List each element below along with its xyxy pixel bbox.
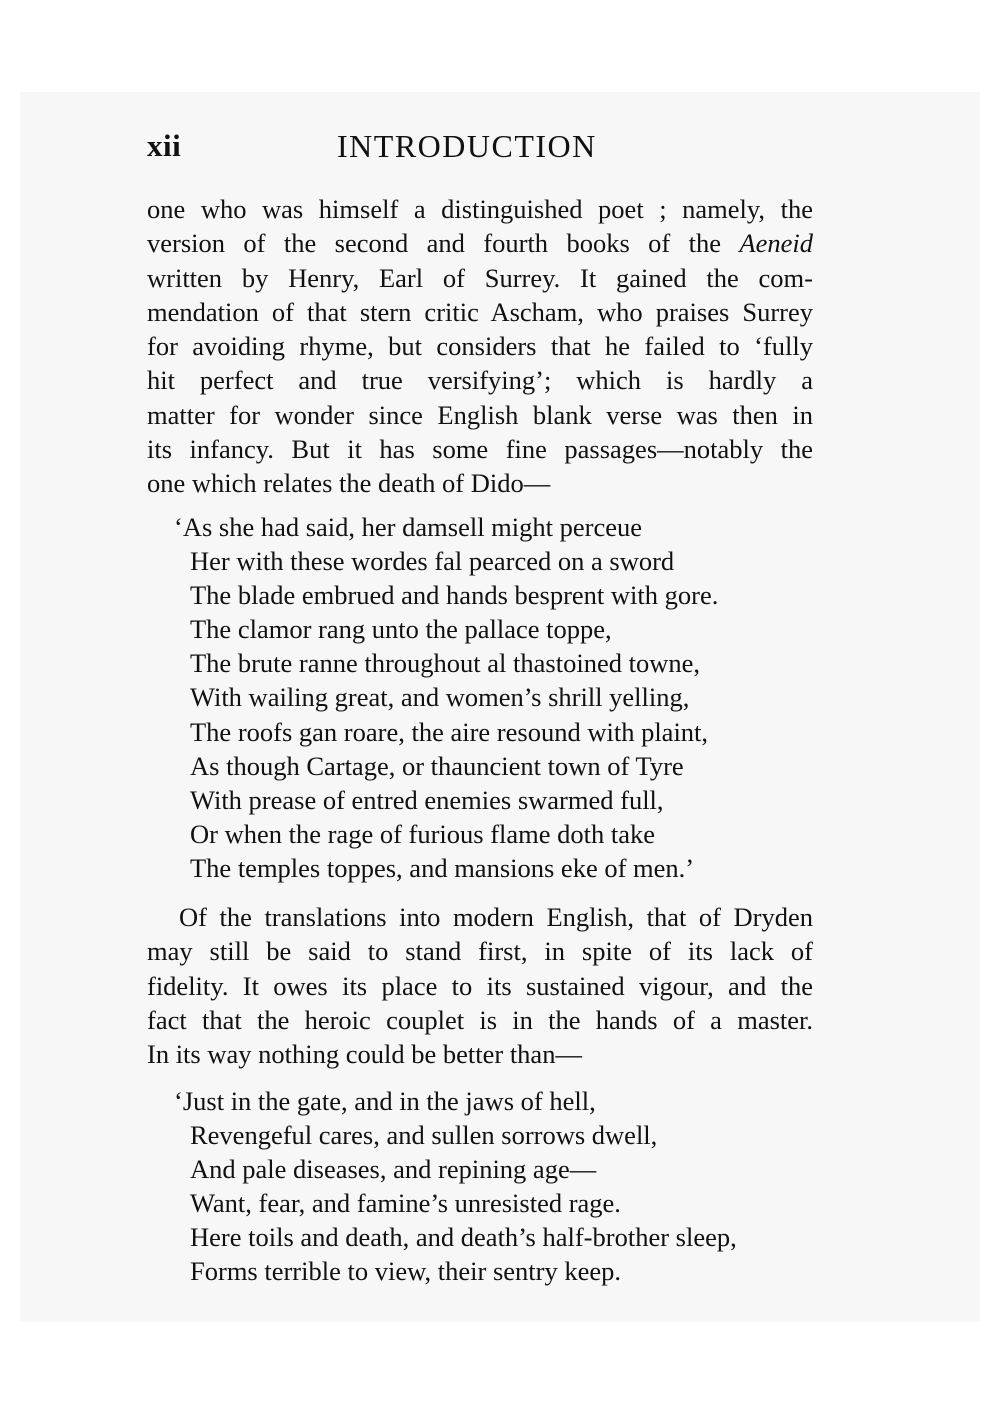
paragraph-dryden (147, 900, 813, 1071)
text-line: hit perfect and true versifying’; which is hardly a (147, 365, 813, 396)
text-line: In its way nothing could be better than— (147, 1039, 582, 1070)
verse-line: With prease of entred enemies swarmed full, (190, 784, 664, 815)
text-line: one who was himself a distinguished poet ; namely, the (147, 194, 813, 224)
text-line: for avoiding rhyme, but considers that he failed to ‘fully (147, 331, 813, 362)
verse-line: Forms terrible to view, their sentry keep. (190, 1256, 622, 1287)
verse-line: ‘As she had said, her damsell might perceue (174, 512, 643, 542)
quotation-dryden (174, 1084, 824, 1289)
text-line: matter for wonder since English blank verse was then in (147, 399, 813, 430)
verse-line: Revengeful cares, and sullen sorrows dwell, (190, 1120, 658, 1151)
book-title-aeneid: Aeneid (739, 228, 813, 259)
verse-line: The temples toppes, and mansions eke of men.’ (190, 852, 695, 883)
text-line: fact that the heroic couplet is in the hands of a master. (147, 1004, 813, 1035)
text-line: fidelity. It owes its place to its sustained vigour, and the (147, 970, 813, 1001)
verse-line: The roofs gan roare, the aire resound with plaint, (190, 716, 709, 747)
text-line: Of the translations into modern English, that of Dryden (179, 902, 813, 932)
page-number: xii (147, 128, 182, 163)
text-line: version of the second and fourth books of the Aeneid (147, 228, 813, 259)
verse-line: ‘Just in the gate, and in the jaws of hell, (174, 1086, 596, 1116)
text-line: written by Henry, Earl of Surrey. It gained the com- (147, 262, 813, 293)
page-header (147, 128, 827, 176)
verse-line: Her with these wordes fal pearced on a sword (190, 546, 675, 577)
quotation-surrey-dido (174, 510, 824, 885)
verse-line: Here toils and death, and death’s half-brother sleep, (190, 1222, 737, 1253)
verse-line: The brute ranne throughout al thastoined towne, (190, 648, 700, 679)
paragraph-surrey (147, 192, 813, 501)
verse-line: The clamor rang unto the pallace toppe, (190, 614, 612, 645)
verse-line: And pale diseases, and repining age— (190, 1154, 597, 1185)
running-title: INTRODUCTION (337, 128, 597, 164)
verse-line: With wailing great, and women’s shrill yelling, (190, 682, 690, 713)
text-line: one which relates the death of Dido— (147, 468, 551, 499)
verse-line: Or when the rage of furious flame doth take (190, 818, 656, 849)
text-line: may still be said to stand first, in spite of its lack of (147, 936, 813, 967)
verse-line: The blade embrued and hands besprent with gore. (190, 580, 719, 611)
text-line: its infancy. But it has some fine passages—notably the (147, 434, 813, 465)
text-line: mendation of that stern critic Ascham, who praises Surrey (147, 296, 813, 327)
verse-line: As though Cartage, or thauncient town of Tyre (190, 750, 684, 781)
verse-line: Want, fear, and famine’s unresisted rage. (190, 1188, 621, 1219)
